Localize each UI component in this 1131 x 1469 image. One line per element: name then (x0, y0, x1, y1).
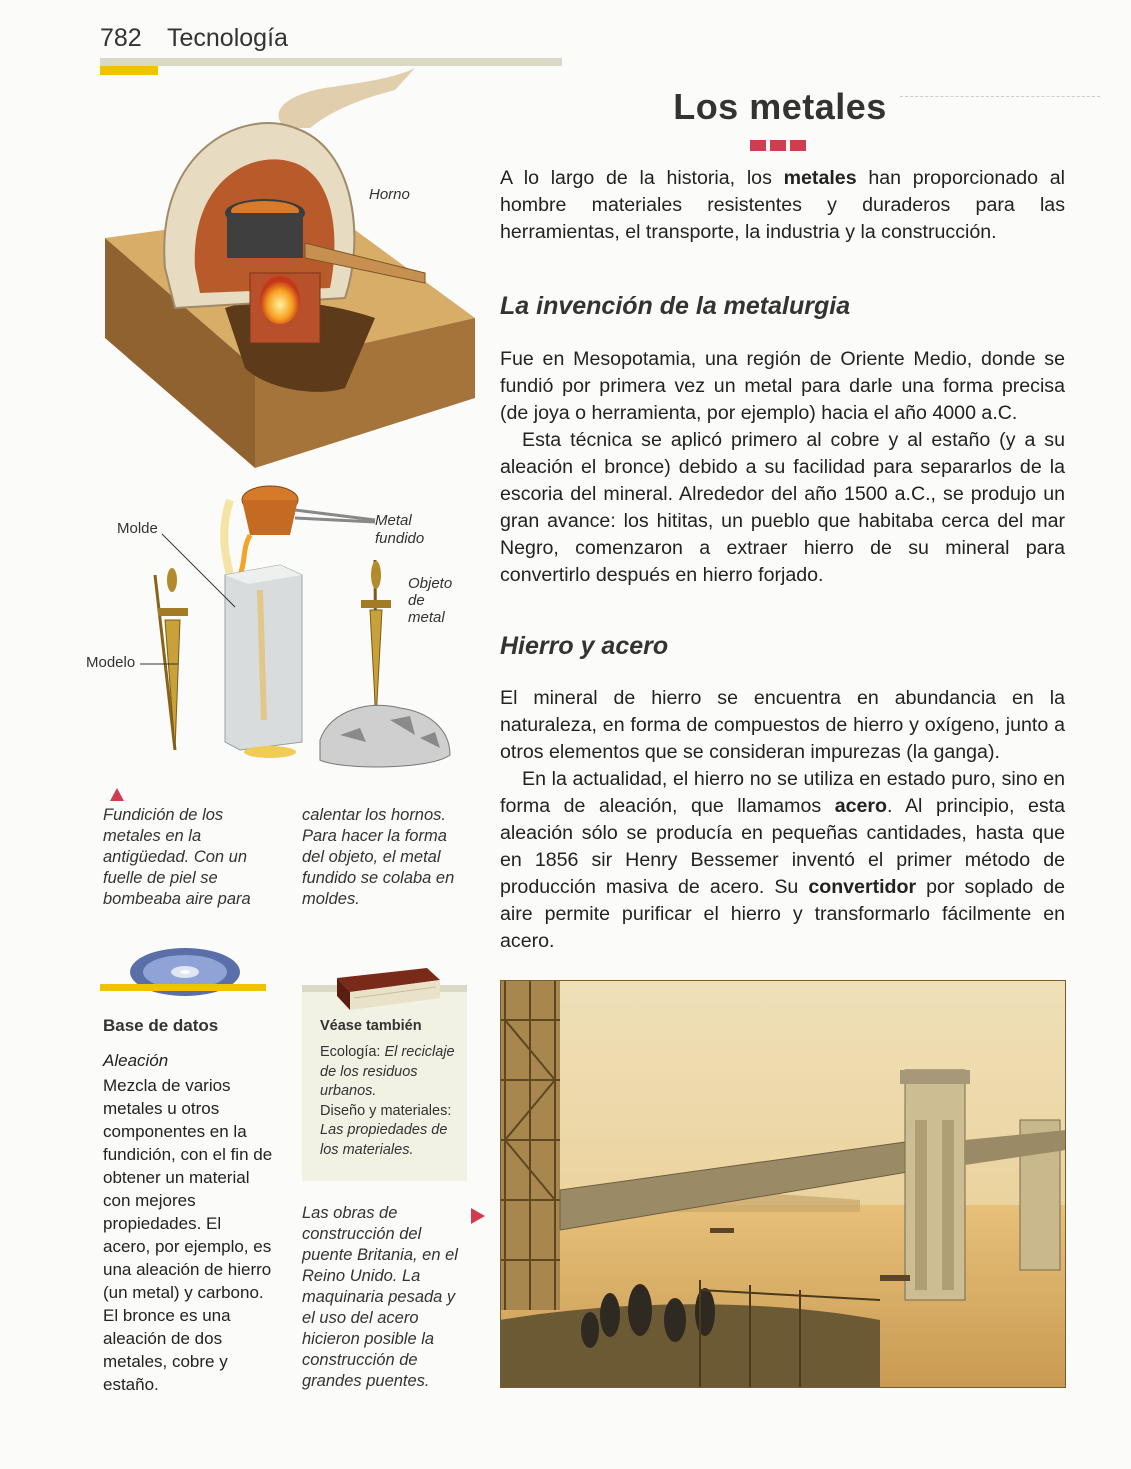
furnace-illustration (95, 68, 485, 488)
section-body-hierro: El mineral de hierro se encuentra en abundancia en la naturaleza, en forma de compuestos de hierro y oxígeno, junto a otros elementos que se consideran impurezas (la ganga). En la actualidad, el hierro no se utiliza en estado puro, sino en forma de aleación, que llamamos acero. Al principio, esta aleación sólo se producía en pequeñas cantidades, hasta que en 1856 sir Henry Bessemer inventó el primer método de producción masiva de acero. Su convertidor por soplado de aire permite purificar el hierro y transformarlo fácilmente en acero. (500, 687, 1065, 952)
britannia-bridge-painting (500, 980, 1066, 1388)
label-objeto-3: metal (408, 609, 445, 626)
header-rule (100, 58, 562, 66)
caption-arrow-up (110, 788, 124, 801)
see-also-item: Ecología: El reciclaje de los residuos urbanos. (320, 1044, 455, 1099)
section-heading-metalurgia: La invención de la metalurgia (500, 292, 851, 320)
section-heading-hierro: Hierro y acero (500, 632, 669, 660)
label-objeto-1: Objeto (408, 575, 453, 592)
see-also-title: Véase también (320, 1018, 422, 1034)
database-term: Aleación (103, 1051, 169, 1070)
database-rule (100, 984, 266, 991)
label-modelo: Modelo (86, 654, 136, 671)
page-title: Los metales (673, 86, 887, 127)
see-also-item: Diseño y materiales: Las propiedades de los materiales. (320, 1102, 452, 1158)
section-name: Tecnología (167, 24, 288, 52)
label-objeto-2: de (408, 592, 425, 609)
figure-caption-col2: calentar los hornos. Para hacer la forma del objeto, el metal fundido se colaba en moldes. (302, 806, 455, 908)
title-squares (750, 138, 810, 156)
intro-paragraph: A lo largo de la historia, los metales han proporcionado al hombre materiales resistentes y duraderos para las herramientas, el transporte, la industria y la construcción. (500, 167, 1065, 243)
database-definition: Mezcla de varios metales u otros componentes en la fundición, con el fin de obtener un material con mejores propiedades. El acero, por ejemplo, es una aleación de hierro (un metal) y carbono. El bronce es una aleación de dos metales, cobre y estaño. (103, 1076, 273, 1394)
book-icon (332, 966, 442, 1010)
label-horno: Horno (369, 186, 410, 203)
leader-line-modelo (140, 663, 180, 667)
section-body-metalurgia: Fue en Mesopotamia, una región de Oriente Medio, donde se fundió por primera vez un metal para darle una forma precisa (de joya o herramienta, por ejemplo) hacia el año 4000 a.C. Esta técnica se aplicó primero al cobre y al estaño (y a su aleación el bronce) debido a su facilidad para separarlos de la escoria del mineral. Alrededor del año 1500 a.C., se produjo un gran avance: los hititas, un pueblo que habitaba cerca del mar Negro, comenzaron a extraer hierro de su mineral para convertirlo después en hierro forjado. (500, 348, 1065, 586)
leader-line-molde (160, 532, 240, 612)
database-title: Base de datos (103, 1016, 219, 1035)
page-number: 782 (100, 24, 142, 52)
label-metal-fundido-2: fundido (375, 530, 425, 547)
caption-arrow-right (471, 1208, 485, 1224)
figure-caption-col1: Fundición de los metales en la antigüedad. Con un fuelle de piel se bombeaba aire para (103, 806, 251, 908)
photo-caption: Las obras de construcción del puente Britania, en el Reino Unido. La maquinaria pesada y el uso del acero hicieron posible la construcción de grandes puentes. (302, 1204, 458, 1390)
see-also-list (320, 1043, 460, 1160)
label-molde: Molde (117, 520, 158, 537)
title-divider (900, 96, 1100, 97)
label-metal-fundido-1: Metal (375, 512, 412, 529)
